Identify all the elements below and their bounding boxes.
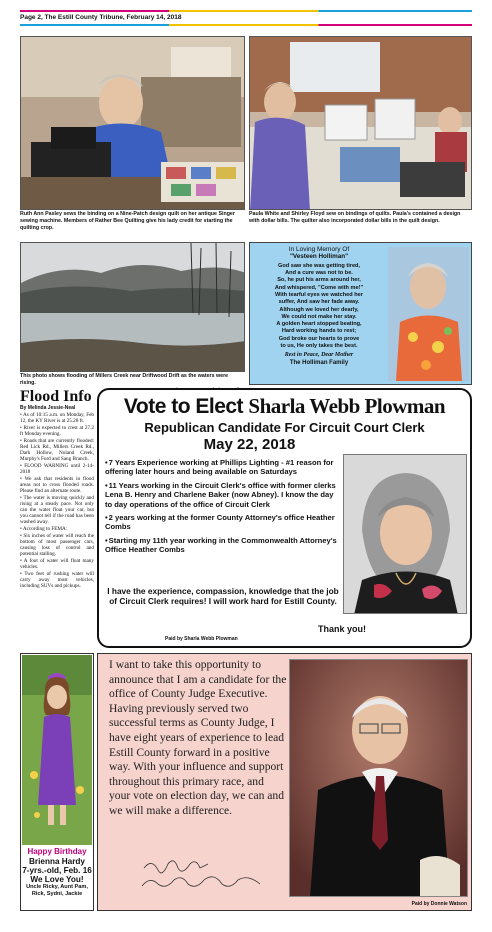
ad-headline-name: Sharla Webb Plowman (248, 394, 446, 418)
birthday-from: Uncle Ricky, Aunt Pam, Rick, Sydni, Jackie (26, 884, 88, 897)
watson-signature (138, 854, 268, 894)
flood-paragraph: • We ask that residents in flood areas not to cross flooded roads. Please find an alternate route. (20, 476, 94, 494)
flood-title: Flood Info (20, 388, 92, 405)
birthday-notice (20, 653, 94, 911)
photo-quilters-table (249, 36, 472, 210)
photo-flooding-millers-creek (20, 242, 245, 372)
flood-paragraph: • Two feet of rushing water will carry away most vehicles, including SUVs and pickups. (20, 571, 94, 589)
ad-date: May 22, 2018 (203, 436, 296, 453)
watson-campaign-ad (97, 653, 472, 911)
ad-bullet: •7 Years Experience working at Phillips Lighting - #1 reason for offering later hours and being available on Saturdays (105, 458, 334, 477)
candidate-portrait (343, 454, 467, 614)
poem-line: God saw she was getting tired, (277, 262, 361, 269)
flood-info-article (20, 388, 94, 650)
watson-announcement: I want to take this opportunity to announce that I am a candidate for the office of County Judge Executive. Having previously served two successful terms as County Judge, I have eight years of experience to lead Estill County forward in a positive way. With your influence and support throughout this primary race, and your vote on election day, we can and we will make a difference. (109, 658, 287, 817)
plowman-campaign-ad (97, 388, 472, 648)
flood-paragraph: • Six inches of water will reach the bottom of most passenger cars, causing loss of control and potential stalling. (20, 533, 94, 557)
page-header (20, 10, 472, 32)
memorial-title: In Loving Memory Of (288, 246, 350, 253)
flood-paragraph: • Roads that are currently flooded: Red Lick Rd., Millers Creek Rd., Dark Hollow, Noland Creek, Murphy's Ford and Sang Branch. (20, 438, 94, 462)
flood-paragraph: • As of 10:15 a.m. on Monday, Feb 12, the KY River is at 25.28 ft. (20, 412, 94, 424)
memorial-photo (388, 247, 469, 381)
poem-line: We could not make her stay. (281, 313, 357, 320)
ad-closing: I have the experience, compassion, knowledge that the job of Circuit Clerk requires! I will work hard for Estill County. (107, 586, 339, 606)
memorial-box (249, 242, 472, 385)
ad-subtitle: Republican Candidate For Circuit Court Clerk (144, 420, 425, 435)
page-header-text: Page 2, The Estill County Tribune, February 14, 2018 (20, 14, 182, 21)
birthday-age: 7-yrs.-old, Feb. 16 (22, 866, 92, 875)
poem-line: Although we loved her dearly, (279, 306, 359, 313)
photo2-caption: Paula White and Shirley Floyd sew on bindings of quilts. Paula's contained a design with dollar bills. The quilter also incorporated dollar bills in the quilt design. (249, 211, 461, 224)
ad-bullet: •11 Years working in the Circuit Clerk's office with former clerks Lena B. Henry and Charlene Baker (now Abney). I know the day to day operations of the office of Circuit Clerk (105, 480, 336, 509)
ad-bullet-text: 7 Years Experience working at Phillips Lighting - #1 reason for offering later hours and being available on Saturdays (105, 458, 334, 477)
ad-thanks: Thank you! (317, 624, 366, 634)
ad-bullet-text: Starting my 11th year working in the Commonwealth Attorney's Office Heather Combs (105, 535, 337, 555)
poem-line: God broke our hearts to prove (278, 335, 360, 342)
ad-bullet-text: 2 years working at the former County Attorney's office Heather Combs (105, 513, 335, 532)
memorial-poem (254, 263, 384, 351)
poem-line: suffer, And saw her fade away. (278, 299, 360, 306)
poem-line: And whispered, "Come with me!" (274, 284, 364, 291)
memorial-text (254, 246, 384, 367)
watson-portrait (289, 659, 468, 897)
poem-line: A golden heart stopped beating, (276, 321, 362, 328)
flood-paragraph: • FLOOD WARNING until 2-14-2018 (20, 463, 94, 475)
watson-paid-by: Paid by Donnie Watson (411, 901, 467, 907)
memorial-name: "Vesteen Holliman" (289, 253, 349, 261)
flood-byline: By Melinda Jessie-Neal (20, 405, 76, 411)
ad-bullet-text: 11 Years working in the Circuit Clerk's office with former clerks Lena B. Henry and Charlene Baker (now Abney). I know the day to day operations of the office of Circuit Clerk (105, 480, 336, 509)
poem-line: Hard working hands to rest; (281, 328, 357, 335)
flood-body (20, 412, 94, 589)
birthday-photo (22, 655, 92, 845)
birthday-love: We Love You! (30, 875, 84, 884)
birthday-name: Brienna Hardy (29, 857, 85, 866)
photo3-caption-text: This photo shows flooding of Millers Creek near Driftwood Drift as the waters were rising. (20, 373, 229, 386)
poem-line: to us, He only takes the best. (280, 343, 358, 350)
memorial-rest: Rest in Peace, Dear Mother (284, 352, 354, 359)
ad-bullet: •2 years working at the former County Attorney's office Heather Combs (105, 513, 335, 532)
birthday-name-age (21, 857, 93, 884)
ad-headline-prefix: Vote to Elect (123, 395, 244, 418)
ad-bullet: •Starting my 11th year working in the Commonwealth Attorney's Office Heather Combs (105, 535, 337, 555)
flood-paragraph: • According to FEMA: (20, 526, 68, 532)
poem-line: And a cure was not to be. (285, 270, 353, 277)
ad-bullet-list (105, 458, 341, 559)
poem-line: With tearful eyes we watched her (275, 292, 363, 298)
flood-paragraph: • River is expected to crest at 27.2 ft Monday evening. (20, 425, 94, 437)
ad-headline (99, 394, 470, 419)
photo-quilter-singer (20, 36, 245, 210)
flood-paragraph: • The water is moving quickly and rising at a steady pace. Not only can the water float your car, but you cannot tell if the road has been washed away. (20, 495, 94, 525)
memorial-family: The Holliman Family (289, 359, 349, 366)
flood-paragraph: • A foot of water will float many vehicles. (20, 558, 94, 570)
photo1-caption: Ruth Ann Pasley sews the binding on a Nine-Patch design quilt on her antique Singer sewing machine. Members of Rather Bee Quilting give his lady credit for starting the quilting crop. (20, 211, 235, 231)
color-stripe-bottom (20, 24, 472, 26)
ad-paid-by: Paid by Sharla Webb Plowman (165, 636, 238, 642)
birthday-title: Happy Birthday (27, 847, 87, 856)
poem-line: So, he put his arms around her, (277, 277, 361, 284)
